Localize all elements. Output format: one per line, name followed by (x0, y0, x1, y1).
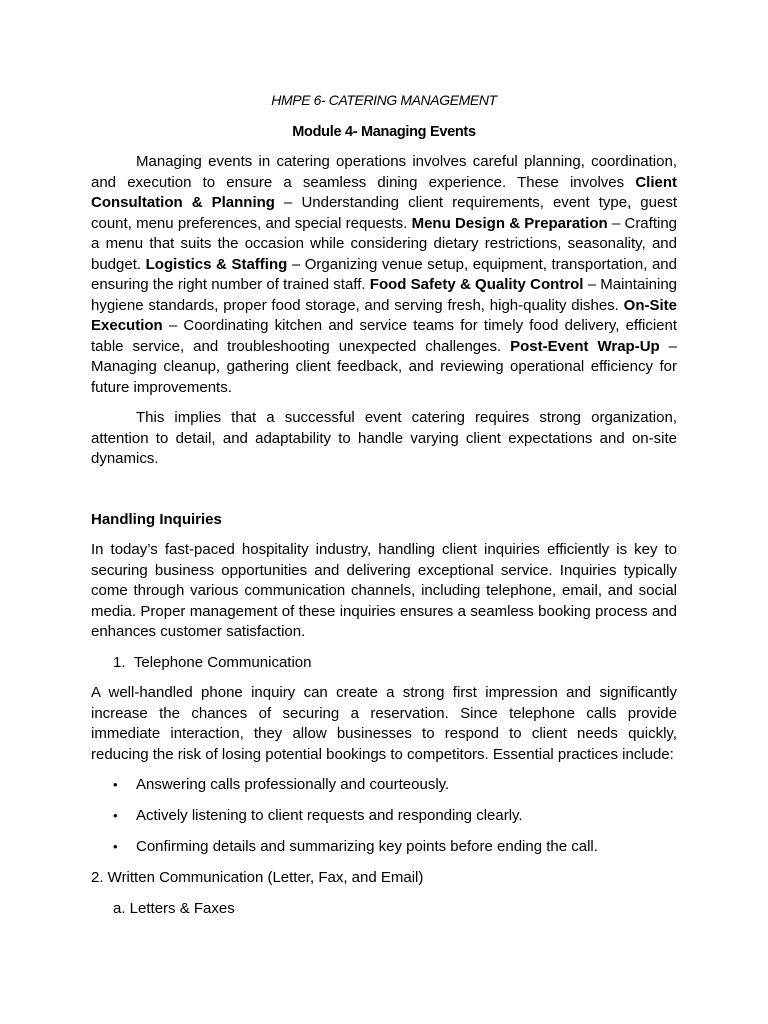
term-logistics: Logistics & Staffing (145, 255, 288, 273)
bullet-icon: • (113, 777, 118, 792)
module-title: Module 4- Managing Events (292, 123, 476, 140)
term-post-event: Post-Event Wrap-Up (510, 337, 660, 355)
list-item: • Confirming details and summarizing key points before ending the call. (91, 837, 677, 858)
handling-paragraph: In today’s fast-paced hospitality industry, handling client inquiries efficiently is key to securing business opportunities and delivering exceptional service. Inquiries typically come through various communication channels, including telephone, email, and social media. Proper management of these inquiries ensures a seamless booking process and enhances customer satisfaction. (91, 541, 677, 640)
numbered-item-telephone (91, 653, 677, 674)
conclusion-paragraph: This implies that a successful event catering requires strong organization, attention to detail, and adaptability to handle varying client expectations and on-site dynamics. (91, 409, 677, 467)
bullet-icon: • (113, 839, 118, 854)
numbered-item-written: 2. Written Communication (Letter, Fax, and Email) (91, 869, 424, 886)
section-heading-handling-inquiries: Handling Inquiries (91, 510, 222, 528)
term-on-site-execution: On-Site Execution (91, 296, 677, 334)
item-label: Telephone Communication (133, 653, 312, 671)
page-content (91, 90, 677, 929)
term-food-safety: Food Safety & Quality Control (369, 276, 584, 293)
list-item: • Actively listening to client requests and responding clearly. (91, 806, 677, 827)
bullet-icon: • (113, 808, 118, 823)
list-item: • Answering calls professionally and courteously. (91, 775, 677, 796)
term-client-consultation: Client Consultation & Planning (91, 173, 677, 211)
intro-paragraph: Managing events in catering operations involves careful planning, coordination, and execution to ensure a seamless dining experience. These involves Client Consultation & Planning – Understanding client requirements, event type, guest count, menu preferences, and special requests. Menu Design & Preparation – Crafting a menu that suits the occasion while considering dietary restrictions, seasonality, and budget. Logistics & Staffing – Organizing venue setup, equipment, transportation, and ensuring the right number of trained staff. Food Safety & Quality Control – Maintaining hygiene standards, proper food storage, and serving fresh, high-quality dishes. On-Site Execution – Coordinating kitchen and service teams for timely food delivery, efficient table service, and troubleshooting unexpected challenges. Post-Event Wrap-Up – Managing cleanup, gathering client feedback, and reviewing operational efficiency for future improvements. (91, 153, 678, 396)
term-menu-design: Menu Design & Preparation (411, 214, 608, 232)
document-header: HMPE 6- CATERING MANAGEMENT (271, 92, 497, 108)
phone-paragraph: A well-handled phone inquiry can create a strong first impression and significantly increase the chances of securing a reservation. Since telephone calls provide immediate interaction, they allow businesses to respond to client needs quickly, reducing the risk of losing potential bookings to competitors. Essential practices include: (91, 684, 677, 763)
sub-item-letters-faxes: a. Letters & Faxes (113, 899, 235, 917)
item-number: 1. (113, 653, 126, 671)
practices-list (91, 775, 677, 858)
